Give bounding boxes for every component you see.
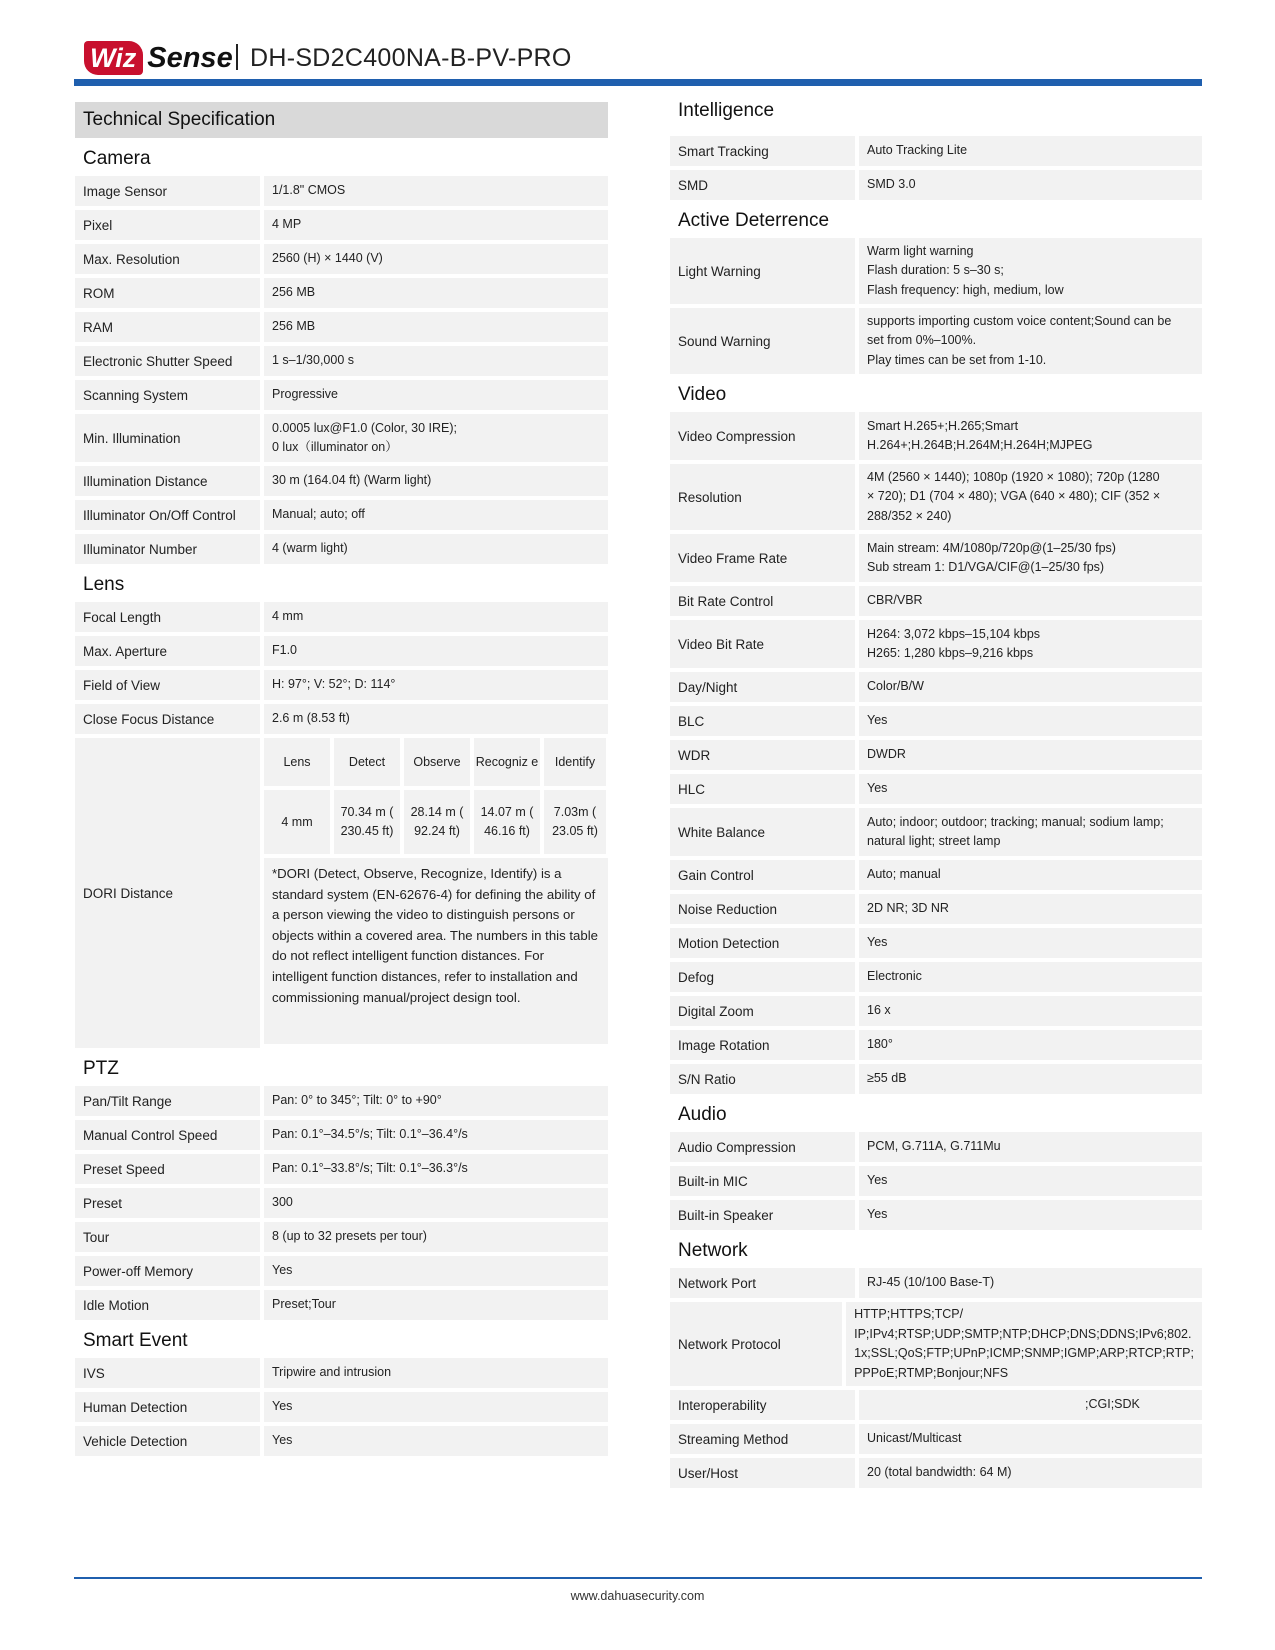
spec-value-line: 30 m (164.04 ft) (Warm light) (272, 473, 432, 488)
spec-value-line: × 720); D1 (704 × 480); VGA (640 × 480); CIF (352 × (867, 489, 1161, 504)
spec-label: Built-in Speaker (670, 1200, 855, 1230)
spec-value (264, 278, 608, 308)
spec-label: HLC (670, 774, 855, 804)
spec-label: User/Host (670, 1458, 855, 1488)
spec-value-line: ≥55 dB (867, 1071, 907, 1086)
spec-value-line: Auto; indoor; outdoor; tracking; manual; sodium lamp; (867, 814, 1164, 829)
spec-value-line: Yes (867, 935, 888, 950)
spec-label: Max. Resolution (75, 244, 260, 274)
spec-value (859, 238, 1202, 304)
spec-value (264, 414, 608, 462)
spec-label: Video Compression (670, 412, 855, 460)
spec-value (264, 500, 608, 530)
spec-value-line: DWDR (867, 747, 906, 762)
left-column (75, 102, 608, 1460)
spec-row-preset (75, 1188, 608, 1218)
intelligence-table (670, 136, 1202, 200)
spec-value-line: Yes (272, 1263, 293, 1278)
spec-value-line: Yes (867, 1207, 888, 1222)
camera-table (75, 176, 608, 564)
spec-value-line: Auto Tracking Lite (867, 143, 968, 158)
spec-value-line: 4M (2560 × 1440); 1080p (1920 × 1080); 720p (1280 (867, 469, 1160, 484)
spec-row-illuminator-on-off-control (75, 500, 608, 530)
section-active-deterrence: Active Deterrence (678, 210, 830, 231)
spec-row-focal-length (75, 602, 608, 632)
spec-row-bit-rate-control (670, 586, 1202, 616)
spec-value-line: Unicast/Multicast (867, 1431, 962, 1446)
spec-value (859, 1458, 1202, 1488)
spec-label: Pan/Tilt Range (75, 1086, 260, 1116)
dori-header-cell: Lens (264, 738, 330, 786)
spec-value (264, 1290, 608, 1320)
spec-row-video-frame-rate (670, 534, 1202, 582)
spec-label: Close Focus Distance (75, 704, 260, 734)
spec-label: Min. Illumination (75, 414, 260, 462)
spec-value-line: Preset;Tour (272, 1297, 336, 1312)
spec-value (264, 1392, 608, 1422)
spec-label: Max. Aperture (75, 636, 260, 666)
spec-value (859, 706, 1202, 736)
dori-header-cell: Observe (404, 738, 470, 786)
section-intelligence: Intelligence (678, 100, 775, 121)
spec-row-max-aperture (75, 636, 608, 666)
spec-label: Noise Reduction (670, 894, 855, 924)
spec-value (264, 1188, 608, 1218)
spec-row-hlc (670, 774, 1202, 804)
spec-value (859, 672, 1202, 702)
spec-label: Interoperability (670, 1390, 855, 1420)
dori-content (264, 738, 608, 1048)
logo-wiz-text: Wiz (84, 41, 143, 75)
spec-label: Image Rotation (670, 1030, 855, 1060)
spec-value (859, 928, 1202, 958)
spec-value (264, 176, 608, 206)
spec-label: ROM (75, 278, 260, 308)
spec-value-line: Color/B/W (867, 679, 924, 694)
spec-value (859, 1166, 1202, 1196)
spec-row-s-n-ratio (670, 1064, 1202, 1094)
spec-value-line: natural light; street lamp (867, 834, 1001, 848)
section-ptz: PTZ (83, 1058, 119, 1079)
spec-value (859, 962, 1202, 992)
spec-value (859, 170, 1202, 200)
spec-row-scanning-system (75, 380, 608, 410)
spec-row-rom (75, 278, 608, 308)
spec-value-line: 8 (up to 32 presets per tour) (272, 1229, 427, 1244)
spec-value (264, 1426, 608, 1456)
spec-value-line: Yes (867, 713, 888, 728)
spec-value-line: H265: 1,280 kbps–9,216 kbps (867, 646, 1034, 660)
spec-label: WDR (670, 740, 855, 770)
spec-label: BLC (670, 706, 855, 736)
spec-value-line: Yes (867, 1173, 888, 1188)
spec-value-line: set from 0%–100%. (867, 333, 977, 348)
spec-value-line: PPPoE;RTMP;Bonjour;NFS (854, 1365, 1009, 1380)
spec-value-line: 180° (867, 1037, 893, 1052)
spec-value-line: Warm light warning (867, 243, 974, 258)
spec-value (264, 1154, 608, 1184)
spec-value (859, 740, 1202, 770)
spec-row-vehicle-detection (75, 1426, 608, 1456)
spec-value-line: Pan: 0.1°–34.5°/s; Tilt: 0.1°–36.4°/s (272, 1127, 468, 1142)
header-divider (236, 44, 238, 70)
spec-value (264, 534, 608, 564)
right-column (670, 102, 1202, 1492)
footer-divider (74, 1577, 1202, 1579)
network-table (670, 1268, 1202, 1488)
spec-value-line: Yes (867, 781, 888, 796)
spec-value-line: 256 MB (272, 285, 316, 300)
dori-value-cell: 14.07 m ( 46.16 ft) (474, 790, 540, 854)
logo-sense-text: Sense (147, 42, 233, 74)
spec-row-built-in-mic (670, 1166, 1202, 1196)
spec-row-digital-zoom (670, 996, 1202, 1026)
spec-value-line: Tripwire and intrusion (272, 1365, 392, 1380)
spec-row-ram (75, 312, 608, 342)
spec-row-manual-control-speed (75, 1120, 608, 1150)
dori-note: *DORI (Detect, Observe, Recognize, Identify) is a standard system (EN-62676-4) for defining the ability of a person viewing the video to distinguish persons or objects within a covered area. The numbers in this table do not reflect intelligent function distances. For intelligent function distances, refer to installation and commissioning manual/project design tool. (264, 858, 608, 1044)
spec-label: Defog (670, 962, 855, 992)
spec-row-white-balance (670, 808, 1202, 856)
dori-header-cell: Identify (544, 738, 606, 786)
spec-label: Motion Detection (670, 928, 855, 958)
spec-row-tour (75, 1222, 608, 1252)
spec-value-line: SMD 3.0 (867, 177, 916, 192)
spec-label: Video Frame Rate (670, 534, 855, 582)
section-camera: Camera (83, 148, 151, 169)
spec-row-motion-detection (670, 928, 1202, 958)
spec-row-video-compression (670, 412, 1202, 460)
spec-row-idle-motion (75, 1290, 608, 1320)
spec-title: Technical Specification (75, 102, 608, 138)
spec-value-line: 1 s–1/30,000 s (272, 353, 355, 368)
spec-label: Illuminator On/Off Control (75, 500, 260, 530)
spec-row-image-sensor (75, 176, 608, 206)
spec-label: SMD (670, 170, 855, 200)
spec-value-line: 288/352 × 240) (867, 508, 952, 523)
section-lens: Lens (83, 574, 125, 595)
spec-label: Field of View (75, 670, 260, 700)
spec-row-ivs (75, 1358, 608, 1388)
spec-value-line: Progressive (272, 387, 338, 402)
spec-row-user-host (670, 1458, 1202, 1488)
spec-value-line: CBR/VBR (867, 593, 923, 608)
spec-value (859, 464, 1202, 530)
spec-label: IVS (75, 1358, 260, 1388)
lens-table (75, 602, 608, 734)
spec-value (859, 1132, 1202, 1162)
spec-value (264, 1358, 608, 1388)
spec-value (859, 620, 1202, 668)
spec-label: Video Bit Rate (670, 620, 855, 668)
spec-value-line: H.264+;H.264B;H.264M;H.264H;MJPEG (867, 438, 1093, 452)
active-deterrence-table (670, 238, 1202, 374)
spec-label: Built-in MIC (670, 1166, 855, 1196)
spec-value-line: 4 MP (272, 217, 302, 232)
spec-label: Human Detection (75, 1392, 260, 1422)
model-number: DH-SD2C400NA-B-PV-PRO (250, 44, 572, 72)
spec-value-line: 4 (warm light) (272, 541, 348, 556)
spec-value-line: 2560 (H) × 1440 (V) (272, 251, 383, 266)
dori-value-cell: 70.34 m ( 230.45 ft) (334, 790, 400, 854)
spec-row-pixel (75, 210, 608, 240)
dori-table (264, 738, 608, 854)
spec-value (264, 346, 608, 376)
spec-label: Bit Rate Control (670, 586, 855, 616)
dori-value-cell: 7.03m ( 23.05 ft) (544, 790, 606, 854)
spec-label: Preset Speed (75, 1154, 260, 1184)
section-audio: Audio (678, 1104, 727, 1125)
spec-value-line: 0.0005 lux@F1.0 (Color, 30 IRE); (272, 420, 457, 435)
spec-value-line: Flash duration: 5 s–30 s; (867, 263, 1004, 278)
spec-value (859, 1390, 1202, 1420)
spec-value-line: 16 x (867, 1003, 891, 1018)
spec-value (264, 380, 608, 410)
spec-value-line: Pan: 0° to 345°; Tilt: 0° to +90° (272, 1093, 442, 1108)
spec-value-line: 2D NR; 3D NR (867, 901, 949, 916)
spec-value (859, 412, 1202, 460)
spec-row-interoperability (670, 1390, 1202, 1420)
spec-label: White Balance (670, 808, 855, 856)
spec-row-resolution (670, 464, 1202, 530)
spec-row-blc (670, 706, 1202, 736)
spec-label: Power-off Memory (75, 1256, 260, 1286)
spec-value-line: F1.0 (272, 643, 298, 658)
spec-label: Resolution (670, 464, 855, 530)
spec-value-line: 0 lux（illuminator on） (272, 440, 398, 454)
spec-label: Smart Tracking (670, 136, 855, 166)
dori-row (75, 738, 608, 1048)
spec-value (859, 534, 1202, 582)
spec-label: Tour (75, 1222, 260, 1252)
spec-label: Electronic Shutter Speed (75, 346, 260, 376)
spec-value (264, 636, 608, 666)
spec-label: Digital Zoom (670, 996, 855, 1026)
spec-label: Gain Control (670, 860, 855, 890)
spec-value (859, 860, 1202, 890)
spec-value (859, 136, 1202, 166)
spec-row-network-port (670, 1268, 1202, 1298)
spec-row-close-focus-distance (75, 704, 608, 734)
spec-value (859, 1064, 1202, 1094)
spec-value (264, 312, 608, 342)
spec-row-pan-tilt-range (75, 1086, 608, 1116)
spec-value-line: IP;IPv4;RTSP;UDP;SMTP;NTP;DHCP;DNS;DDNS;IPv6;802. (854, 1326, 1192, 1341)
spec-row-streaming-method (670, 1424, 1202, 1454)
spec-row-gain-control (670, 860, 1202, 890)
spec-label: Network Protocol (670, 1302, 842, 1386)
spec-label: Light Warning (670, 238, 855, 304)
spec-value (264, 602, 608, 632)
spec-row-electronic-shutter-speed (75, 346, 608, 376)
smart-event-table (75, 1358, 608, 1456)
spec-row-light-warning (670, 238, 1202, 304)
spec-label: S/N Ratio (670, 1064, 855, 1094)
spec-value-line: Smart H.265+;H.265;Smart (867, 418, 1019, 433)
spec-value (264, 244, 608, 274)
spec-label: Illumination Distance (75, 466, 260, 496)
spec-value-line: RJ-45 (10/100 Base-T) (867, 1275, 995, 1290)
spec-value (264, 1120, 608, 1150)
spec-value-line: Electronic (867, 969, 922, 984)
spec-value (859, 1424, 1202, 1454)
spec-row-illuminator-number (75, 534, 608, 564)
spec-value-line: 1x;SSL;QoS;FTP;UPnP;ICMP;SNMP;IGMP;ARP;RTCP;RTP; (854, 1346, 1194, 1360)
spec-value-line: Manual; auto; off (272, 507, 365, 522)
spec-row-max-resolution (75, 244, 608, 274)
spec-row-network-protocol (670, 1302, 1202, 1386)
spec-value (859, 996, 1202, 1026)
spec-value-line: H264: 3,072 kbps–15,104 kbps (867, 626, 1041, 641)
dori-label: DORI Distance (75, 738, 260, 1048)
wizsense-logo (84, 40, 233, 76)
spec-value-line: 4 mm (272, 609, 304, 624)
spec-value (859, 808, 1202, 856)
spec-label: Manual Control Speed (75, 1120, 260, 1150)
spec-row-video-bit-rate (670, 620, 1202, 668)
spec-row-smd (670, 170, 1202, 200)
spec-label: Idle Motion (75, 1290, 260, 1320)
spec-value-line: Flash frequency: high, medium, low (867, 282, 1064, 297)
spec-value (859, 586, 1202, 616)
spec-value-line: Play times can be set from 1-10. (867, 352, 1047, 367)
video-table (670, 412, 1202, 1094)
section-video: Video (678, 384, 727, 405)
spec-value-line: Pan: 0.1°–33.8°/s; Tilt: 0.1°–36.3°/s (272, 1161, 468, 1176)
spec-value-line: Auto; manual (867, 867, 941, 882)
spec-value (264, 210, 608, 240)
spec-value-line: 300 (272, 1195, 293, 1210)
spec-label: Vehicle Detection (75, 1426, 260, 1456)
audio-table (670, 1132, 1202, 1230)
spec-row-image-rotation (670, 1030, 1202, 1060)
dori-value-cell: 4 mm (264, 790, 330, 854)
spec-value-line: H: 97°; V: 52°; D: 114° (272, 677, 396, 692)
spec-value-line: Yes (272, 1433, 293, 1448)
spec-label: Preset (75, 1188, 260, 1218)
spec-value-line: Sub stream 1: D1/VGA/CIF@(1–25/30 fps) (867, 560, 1105, 574)
spec-label: Scanning System (75, 380, 260, 410)
spec-value (859, 1268, 1202, 1298)
spec-value (846, 1302, 1202, 1386)
spec-value (859, 774, 1202, 804)
spec-label: Network Port (670, 1268, 855, 1298)
spec-value (264, 1256, 608, 1286)
section-network: Network (678, 1240, 748, 1261)
ptz-table (75, 1086, 608, 1320)
spec-value-line: Yes (272, 1399, 293, 1414)
spec-value-line: 1/1.8" CMOS (272, 183, 346, 198)
spec-label: Illuminator Number (75, 534, 260, 564)
spec-value-line: 20 (total bandwidth: 64 M) (867, 1465, 1012, 1480)
dori-header-cell: Detect (334, 738, 400, 786)
spec-row-field-of-view (75, 670, 608, 700)
spec-row-power-off-memory (75, 1256, 608, 1286)
spec-value (264, 466, 608, 496)
spec-value (264, 1086, 608, 1116)
spec-value (264, 704, 608, 734)
spec-label: Day/Night (670, 672, 855, 702)
spec-row-day-night (670, 672, 1202, 702)
spec-row-sound-warning (670, 308, 1202, 374)
spec-value-line: supports importing custom voice content;Sound can be (867, 313, 1172, 328)
spec-row-min-illumination (75, 414, 608, 462)
spec-value (859, 308, 1202, 374)
footer-url: www.dahuasecurity.com (570, 1589, 705, 1603)
spec-label: Streaming Method (670, 1424, 855, 1454)
dori-header-cell: Recogniz e (474, 738, 540, 786)
spec-value (859, 1030, 1202, 1060)
spec-value-line: ;CGI;SDK (1085, 1397, 1140, 1412)
spec-row-built-in-speaker (670, 1200, 1202, 1230)
spec-row-defog (670, 962, 1202, 992)
spec-row-illumination-distance (75, 466, 608, 496)
spec-row-noise-reduction (670, 894, 1202, 924)
spec-value-line: HTTP;HTTPS;TCP/ (854, 1307, 964, 1321)
spec-label: Audio Compression (670, 1132, 855, 1162)
spec-row-smart-tracking (670, 136, 1202, 166)
spec-label: Sound Warning (670, 308, 855, 374)
spec-row-wdr (670, 740, 1202, 770)
spec-label: Focal Length (75, 602, 260, 632)
spec-label: Pixel (75, 210, 260, 240)
section-smart-event: Smart Event (83, 1330, 188, 1351)
spec-value (859, 1200, 1202, 1230)
spec-row-human-detection (75, 1392, 608, 1422)
spec-value-line: 2.6 m (8.53 ft) (272, 711, 350, 726)
spec-value (264, 670, 608, 700)
spec-value-line: Main stream: 4M/1080p/720p@(1–25/30 fps) (867, 540, 1116, 555)
spec-value (264, 1222, 608, 1252)
spec-value-line: PCM, G.711A, G.711Mu (867, 1139, 1001, 1154)
spec-label: RAM (75, 312, 260, 342)
spec-value (859, 894, 1202, 924)
spec-value-line: 256 MB (272, 319, 316, 334)
header-accent-bar (74, 79, 1202, 86)
spec-row-audio-compression (670, 1132, 1202, 1162)
dori-value-cell: 28.14 m ( 92.24 ft) (404, 790, 470, 854)
spec-label: Image Sensor (75, 176, 260, 206)
spec-row-preset-speed (75, 1154, 608, 1184)
